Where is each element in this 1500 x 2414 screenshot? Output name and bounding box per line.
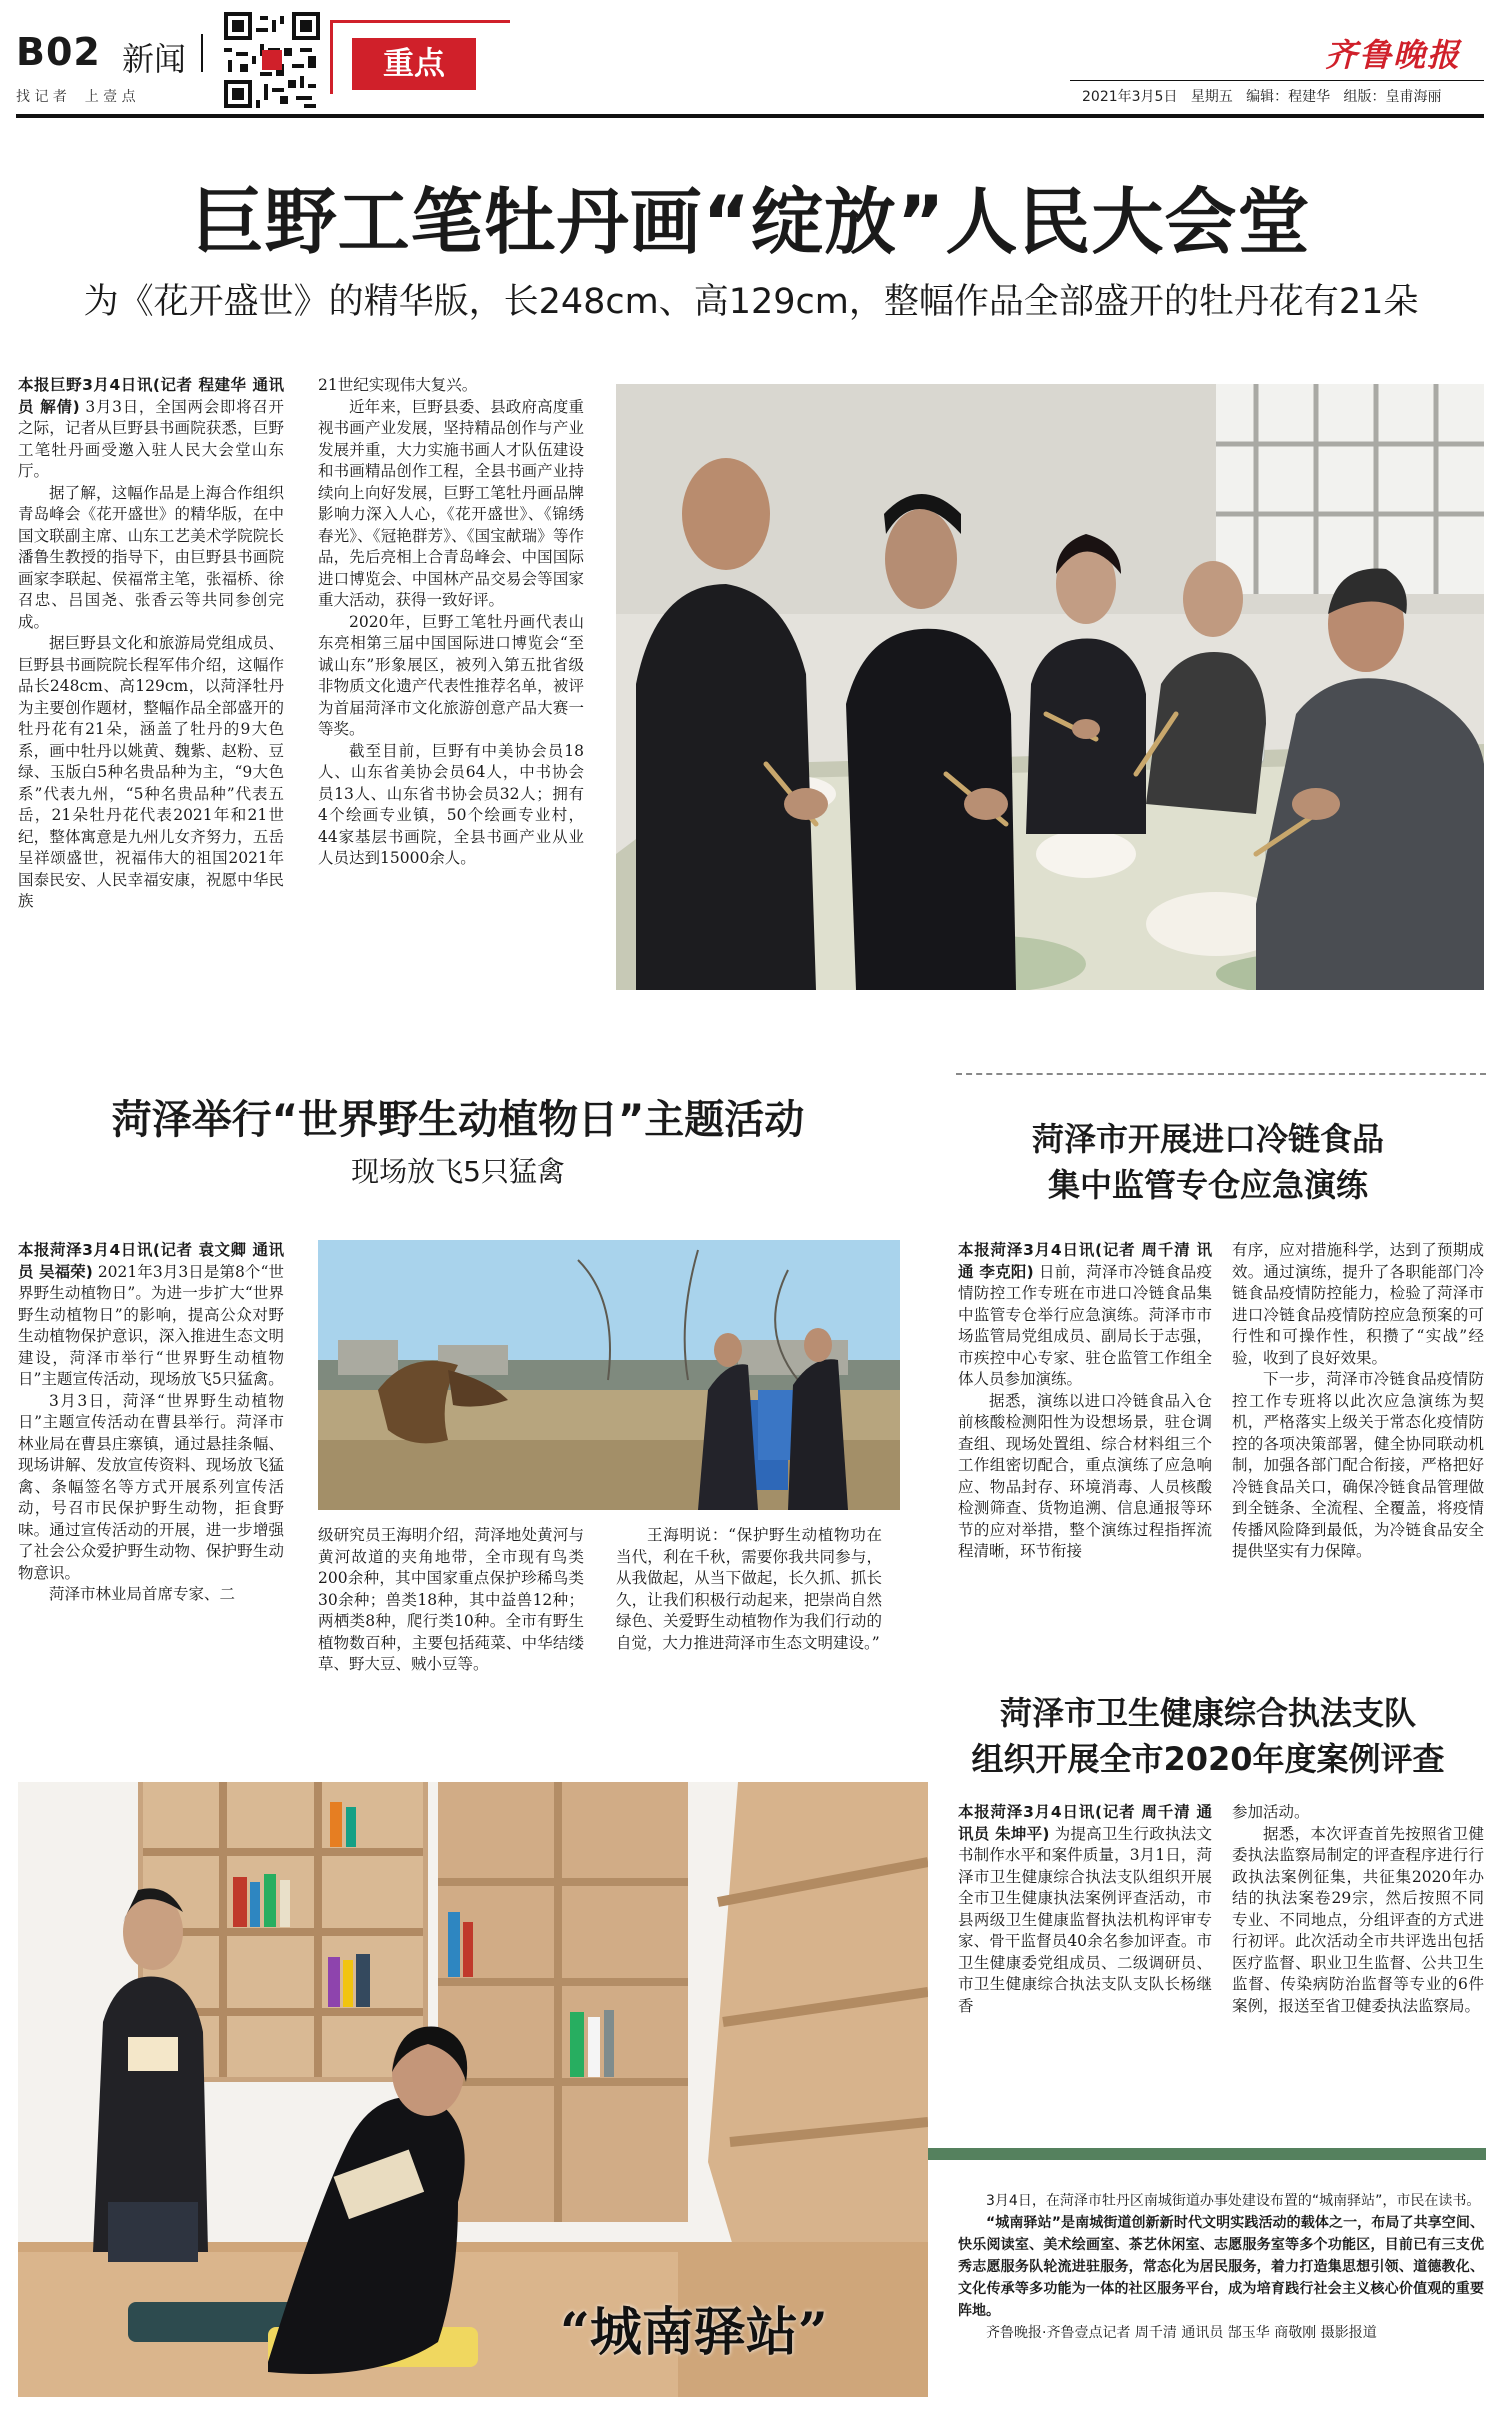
story1-paragraph: 21世纪实现伟大复兴。	[318, 376, 478, 394]
story1-dateline: 本报巨野3月4日讯(记者 程建华 通讯员 解倩)	[18, 376, 284, 416]
story3-paragraph: 有序，应对措施科学，达到了预期成效。通过演练，提升了各职能部门冷链食品疫情防控能力，检验了菏泽市进口冷链食品疫情防控应急预案的可行性和可操作性，积攒了“实战”经验，收到了良好效果。	[1232, 1241, 1484, 1367]
story1-column-1	[18, 375, 284, 1005]
caption-paragraph: “城南驿站”是南城街道创新新时代文明实践活动的载体之一，布局了共享空间、快乐阅读室、美术绘画室、茶艺休闲室、志愿服务室等多个功能区，目前已有三支优秀志愿服务队轮流进驻服务，常态化为居民服务，着力打造集思想引领、道德教化、文化传承等多功能为一体的社区服务平台，成为培育践行社会主义核心价值观的重要阵地。	[958, 2215, 1484, 2319]
header-divider	[201, 34, 203, 72]
story1-paragraph: 近年来，巨野县委、县政府高度重视书画产业发展，坚持精品创作与产业发展并重，大力实施书画人才队伍建设和书画精品创作工程，全县书画产业持续向上向好发展，巨野工笔牡丹画品牌影响力深入人心，《花开盛世》、《锦绣春光》、《冠艳群芳》、《国宝献瑞》等作品，先后亮相上合青岛峰会、中国国际进口博览会、中国林产品交易会等国家重大活动，获得一致好评。	[318, 397, 584, 609]
story1-paragraph: 3月3日，全国两会即将召开之际，记者从巨野县书画院获悉，巨野工笔牡丹画受邀入驻人民大会堂山东厅。	[18, 397, 284, 480]
story3-headline[interactable]	[930, 1116, 1486, 1208]
story2-dateline: 本报菏泽3月4日讯(记者 袁文卿 通讯员 吴福荣)	[18, 1241, 284, 1281]
story4-dateline: 本报菏泽3月4日讯(记者 周千清 通讯员 朱坤平)	[958, 1803, 1212, 1843]
story2-photo-bird-release	[318, 1240, 900, 1510]
story1-photo-painters	[616, 384, 1484, 990]
story4-column-1	[958, 1802, 1212, 2082]
story2-paragraph: 3月3日，菏泽“世界野生动植物日”主题宣传活动在曹县举行。菏泽市林业局在曹县庄寨镇，通过悬挂条幅、现场讲解、发放宣传资料、现场放飞猛禽、条幅签名等方式开展系列宣传活动，号召市民保护野生动物，拒食野味。通过宣传活动的开展，进一步增强了社会公众爱护野生动物、保护野生动物意识。	[18, 1391, 284, 1582]
story4-headline[interactable]	[930, 1690, 1486, 1782]
header-underline	[1070, 80, 1484, 81]
story3-column-2	[1232, 1240, 1484, 1715]
story3-headline-line: 集中监管专仓应急演练	[1047, 1166, 1368, 1204]
story2-paragraph: 菏泽市林业局首席专家、二	[49, 1585, 236, 1603]
story1-paragraph: 截至目前，巨野有中美协会员18人、山东省美协会员64人，中书协会员13人、山东省书协会员32人；拥有4个绘画专业镇，50个绘画专业村，44家基层书画院，全县书画产业从业人员达到15000余人。	[318, 741, 584, 867]
story2-paragraph: 级研究员王海明介绍，菏泽地处黄河与黄河故道的夹角地带，全市现有鸟类200余种，其中国家重点保护珍稀鸟类30余种；兽类18种，其中益兽12种；两栖类8种，爬行类10种。全市有野生植物数百种，主要包括莼菜、中华结缕草、野大豆、贼小豆等。	[318, 1526, 584, 1673]
story4-headline-line: 组织开展全市2020年度案例评查	[971, 1740, 1445, 1778]
story1-subheadline: 为《花开盛世》的精华版，长248cm、高129cm，整幅作品全部盛开的牡丹花有21朵	[83, 282, 1419, 322]
story4-paragraph: 据悉，本次评查首先按照省卫健委执法监察局制定的评查程序进行行政执法案例征集，共征集2020年办结的执法案卷29宗，然后按照不同专业、不同地点，分组评查的方式进行初评。此次活动全市共评选出包括医疗监督、职业卫生监督、公共卫生监督、传染病防治监督等专业的6件案例，报送至省卫健委执法监察局。	[1232, 1824, 1484, 2015]
story1-headline[interactable]: 巨野工笔牡丹画“绽放”人民大会堂	[191, 180, 1311, 264]
story4-column-2	[1232, 1802, 1484, 2082]
story2-column-1	[18, 1240, 284, 1720]
section-separator	[956, 1073, 1486, 1075]
story2-paragraph: 王海明说：“保护野生动植物功在当代，利在千秋，需要你我共同参与，从我做起，从当下做起，长久抓、抓长久，让我们积极行动起来，把崇尚自然绿色、关爱野生动植物作为我们行动的自觉，大力推进菏泽市生态文明建设。”	[616, 1526, 882, 1652]
story3-paragraph: 据悉，演练以进口冷链食品入仓前核酸检测阳性为设想场景，驻仓调查组、现场处置组、综合材料组三个工作组密切配合，重点演练了应急响应、物品封存、环境消毒、人员核酸检测筛查、货物追溯、信息通报等环节的应对举措，整个演练过程指挥流程清晰，环节衔接	[958, 1391, 1212, 1560]
story3-dateline: 本报菏泽3月4日讯(记者 周千清 讯通 李克阳)	[958, 1241, 1212, 1281]
section-name: 新闻	[122, 40, 187, 78]
story3-paragraph: 下一步，菏泽市冷链食品疫情防控工作专班将以此次应急演练为契机，严格落实上级关于常态化疫情防控的各项决策部署，健全协同联动机制，加强各部门配合衔接，严格把好冷链食品关口，确保冷链食品管理做到全链条、全流程、全覆盖，将疫情传播风险降到最低，为冷链食品安全提供坚实有力保障。	[1232, 1370, 1484, 1560]
story1-paragraph: 2020年，巨野工笔牡丹画代表山东亮相第三届中国国际进口博览会“至诚山东”形象展区，被列入第五批省级非物质文化遗产代表性推荐名单，被评为首届菏泽市文化旅游创意产品大赛一等奖。	[318, 612, 584, 738]
editor-credit: 编辑：程建华	[1246, 89, 1331, 105]
header-bottom-rule	[16, 114, 1484, 118]
story1-paragraph: 据了解，这幅作品是上海合作组织青岛峰会《花开盛世》的精华版，在中国文联副主席、山东工艺美术学院院长潘鲁生教授的指导下，由巨野县书画院画家李联起、侯福常主笔，张福桥、徐召忠、吕国尧、张香云等共同参创完成。	[18, 483, 284, 631]
photo-story-caption	[958, 2190, 1484, 2344]
issue-weekday: 星期五	[1190, 89, 1233, 105]
story2-subheadline: 现场放飞5只猛禽	[351, 1155, 565, 1188]
masthead-logo: 齐鲁晚报	[1325, 36, 1462, 74]
story2-headline[interactable]: 菏泽举行“世界野生动植物日”主题活动	[111, 1097, 805, 1143]
story3-paragraph: 日前，菏泽市冷链食品疫情防控工作专班在市进口冷链食品集中监管专仓举行应急演练。菏泽市市场监管局党组成员、副局长于志强，市疾控中心专家、驻仓监管工作组全体人员参加演练。	[958, 1262, 1212, 1388]
header-meta	[1082, 86, 1442, 106]
story3-headline-line: 菏泽市开展进口冷链食品	[1031, 1120, 1384, 1158]
section-tag-label: 重点	[352, 38, 476, 90]
caption-paragraph: 3月4日，在菏泽市牡丹区南城街道办事处建设布置的“城南驿站”，市民在读书。	[986, 2193, 1481, 2209]
qr-code[interactable]	[224, 12, 320, 108]
story4-paragraph: 参加活动。	[1232, 1803, 1310, 1821]
designer-credit: 组版：皇甫海丽	[1343, 89, 1442, 105]
story1-column-2	[318, 375, 584, 1005]
page-number: B02	[16, 30, 101, 74]
story3-column-1	[958, 1240, 1212, 1715]
story2-column-3	[616, 1525, 882, 1720]
story4-paragraph: 为提高卫生行政执法文书制作水平和案件质量，3月1日，菏泽市卫生健康综合执法支队组织开展全市卫生健康执法案例评查活动，市县两级卫生健康监督执法机构评审专家、骨干监督员40余名参加评查。市卫生健康委党组成员、二级调研员、市卫生健康综合执法支队支队长杨继香	[958, 1824, 1212, 2015]
story4-headline-line: 菏泽市卫生健康综合执法支队	[999, 1694, 1416, 1732]
qr-caption: 找 记 者 上 壹 点	[16, 89, 136, 105]
story2-column-2	[318, 1525, 584, 1720]
green-band	[928, 2148, 1486, 2160]
issue-date: 2021年3月5日	[1082, 89, 1178, 105]
caption-credit: 齐鲁晚报·齐鲁壹点记者 周千清 通讯员 郜玉华 商敬刚 摄影报道	[986, 2325, 1377, 2341]
photo-story-title[interactable]: “城南驿站”	[560, 2302, 828, 2363]
story1-paragraph: 据巨野县文化和旅游局党组成员、巨野县书画院院长程军伟介绍，这幅作品长248cm、高129cm，以菏泽牡丹为主要创作题材，整幅作品全部盛开的牡丹花有21朵，涵盖了牡丹的9大色系，画中牡丹以姚黄、魏紫、赵粉、豆绿、玉版白5种名贵品种为主，“9大色系”代表九州，“5种名贵品种”代表五岳，21朵牡丹花代表2021年和21世纪，整体寓意是九州儿女齐努力，五岳呈祥颂盛世，祝福伟大的祖国2021年国泰民安、人民幸福安康，祝愿中华民族	[18, 634, 284, 910]
story2-paragraph: 2021年3月3日是第8个“世界野生动植物日”。为进一步扩大“世界野生动植物日”的影响，提高公众对野生动植物保护意识，深入推进生态文明建设，菏泽市举行“世界野生动植物日”主题宣传活动，现场放飞5只猛禽。	[18, 1262, 284, 1388]
